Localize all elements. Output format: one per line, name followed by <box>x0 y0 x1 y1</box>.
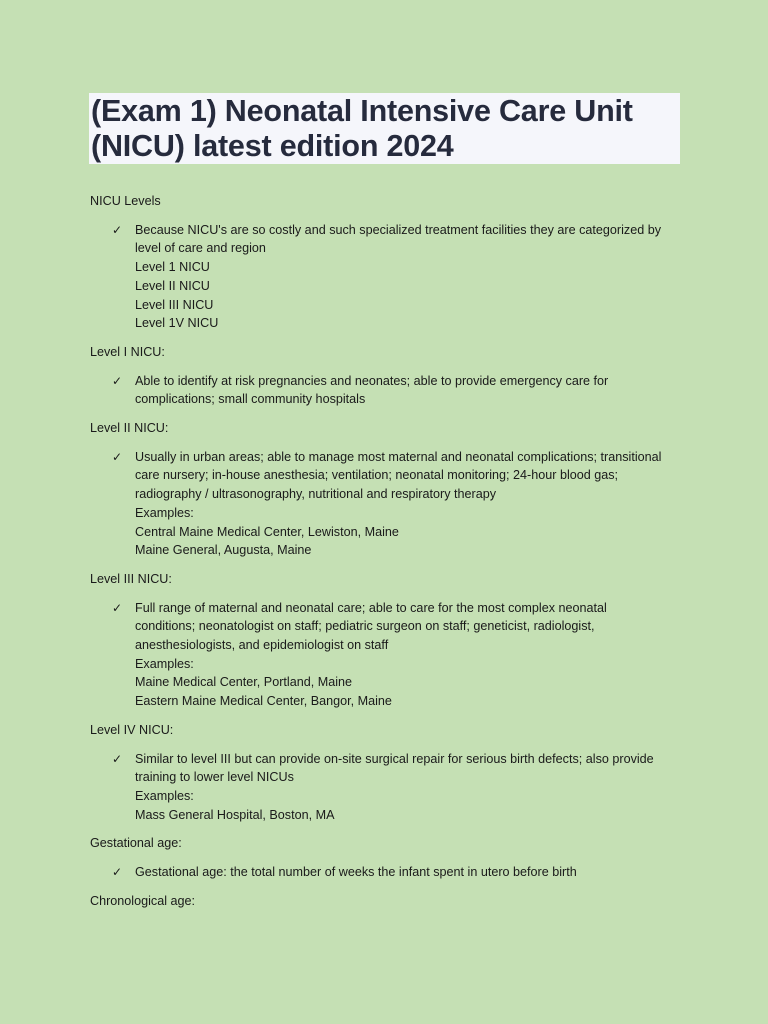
section-label-level-i: Level I NICU: <box>90 344 165 359</box>
checklist-item <box>90 221 690 333</box>
checklist-item <box>90 750 690 825</box>
item-line: anesthesiologists, and epidemiologist on staff <box>135 638 389 653</box>
section-label-level-ii: Level II NICU: <box>90 421 169 436</box>
checkmark-icon: ✓ <box>112 373 123 388</box>
item-line: Gestational age: the total number of weeks the infant spent in utero before birth <box>135 865 577 880</box>
checklist-item <box>90 599 690 711</box>
checklist-item <box>90 372 690 409</box>
item-line: Level III NICU <box>135 297 214 312</box>
checklist-item <box>90 863 690 882</box>
checkmark-icon: ✓ <box>112 865 123 880</box>
checkmark-icon: ✓ <box>112 222 123 237</box>
section-label-gestational-age: Gestational age: <box>90 836 182 851</box>
item-line: Usually in urban areas; able to manage most maternal and neonatal complications; transitional <box>135 449 662 464</box>
item-line: Able to identify at risk pregnancies and neonates; able to provide emergency care for <box>135 373 609 388</box>
item-line: Mass General Hospital, Boston, MA <box>135 807 335 822</box>
item-line: Similar to level III but can provide on-site surgical repair for serious birth defects; also provide <box>135 751 654 766</box>
item-line: level of care and region <box>135 241 266 256</box>
document-title <box>91 94 680 164</box>
checkmark-icon: ✓ <box>112 449 123 464</box>
item-line: Because NICU's are so costly and such specialized treatment facilities they are categorized by <box>135 222 661 237</box>
item-line: Eastern Maine Medical Center, Bangor, Maine <box>135 694 392 709</box>
checkmark-icon: ✓ <box>112 751 123 766</box>
item-line: Examples: <box>135 788 194 803</box>
checklist-item <box>90 448 690 560</box>
item-line: Maine Medical Center, Portland, Maine <box>135 675 353 690</box>
section-label-level-iii: Level III NICU: <box>90 571 172 586</box>
item-line: training to lower level NICUs <box>135 770 294 785</box>
item-line: Level II NICU <box>135 278 210 293</box>
item-line: complications; small community hospitals <box>135 392 366 407</box>
item-line: Full range of maternal and neonatal care; able to care for the most complex neonatal <box>135 600 607 615</box>
item-line: care nursery; in-house anesthesia; ventilation; neonatal monitoring; 24-hour blood gas; <box>135 468 619 483</box>
section-label-nicu-levels: NICU Levels <box>90 194 161 208</box>
title-box <box>89 93 680 164</box>
checkmark-icon: ✓ <box>112 600 123 615</box>
document-content <box>90 192 690 911</box>
section-label-level-iv: Level IV NICU: <box>90 722 174 737</box>
item-line: Examples: <box>135 656 194 671</box>
title-line-1: (Exam 1) Neonatal Intensive Care Unit <box>91 94 633 128</box>
item-line: radiography / ultrasonography, nutritional and respiratory therapy <box>135 487 496 502</box>
item-line: Central Maine Medical Center, Lewiston, Maine <box>135 524 399 539</box>
item-line: Examples: <box>135 505 194 520</box>
title-line-2: (NICU) latest edition 2024 <box>91 129 454 163</box>
item-line: Maine General, Augusta, Maine <box>135 543 312 558</box>
item-line: Level 1V NICU <box>135 316 219 331</box>
item-line: Level 1 NICU <box>135 260 210 275</box>
section-label-chronological-age: Chronological age: <box>90 893 196 908</box>
item-line: conditions; neonatologist on staff; pediatric surgeon on staff; geneticist, radiologist, <box>135 619 595 634</box>
